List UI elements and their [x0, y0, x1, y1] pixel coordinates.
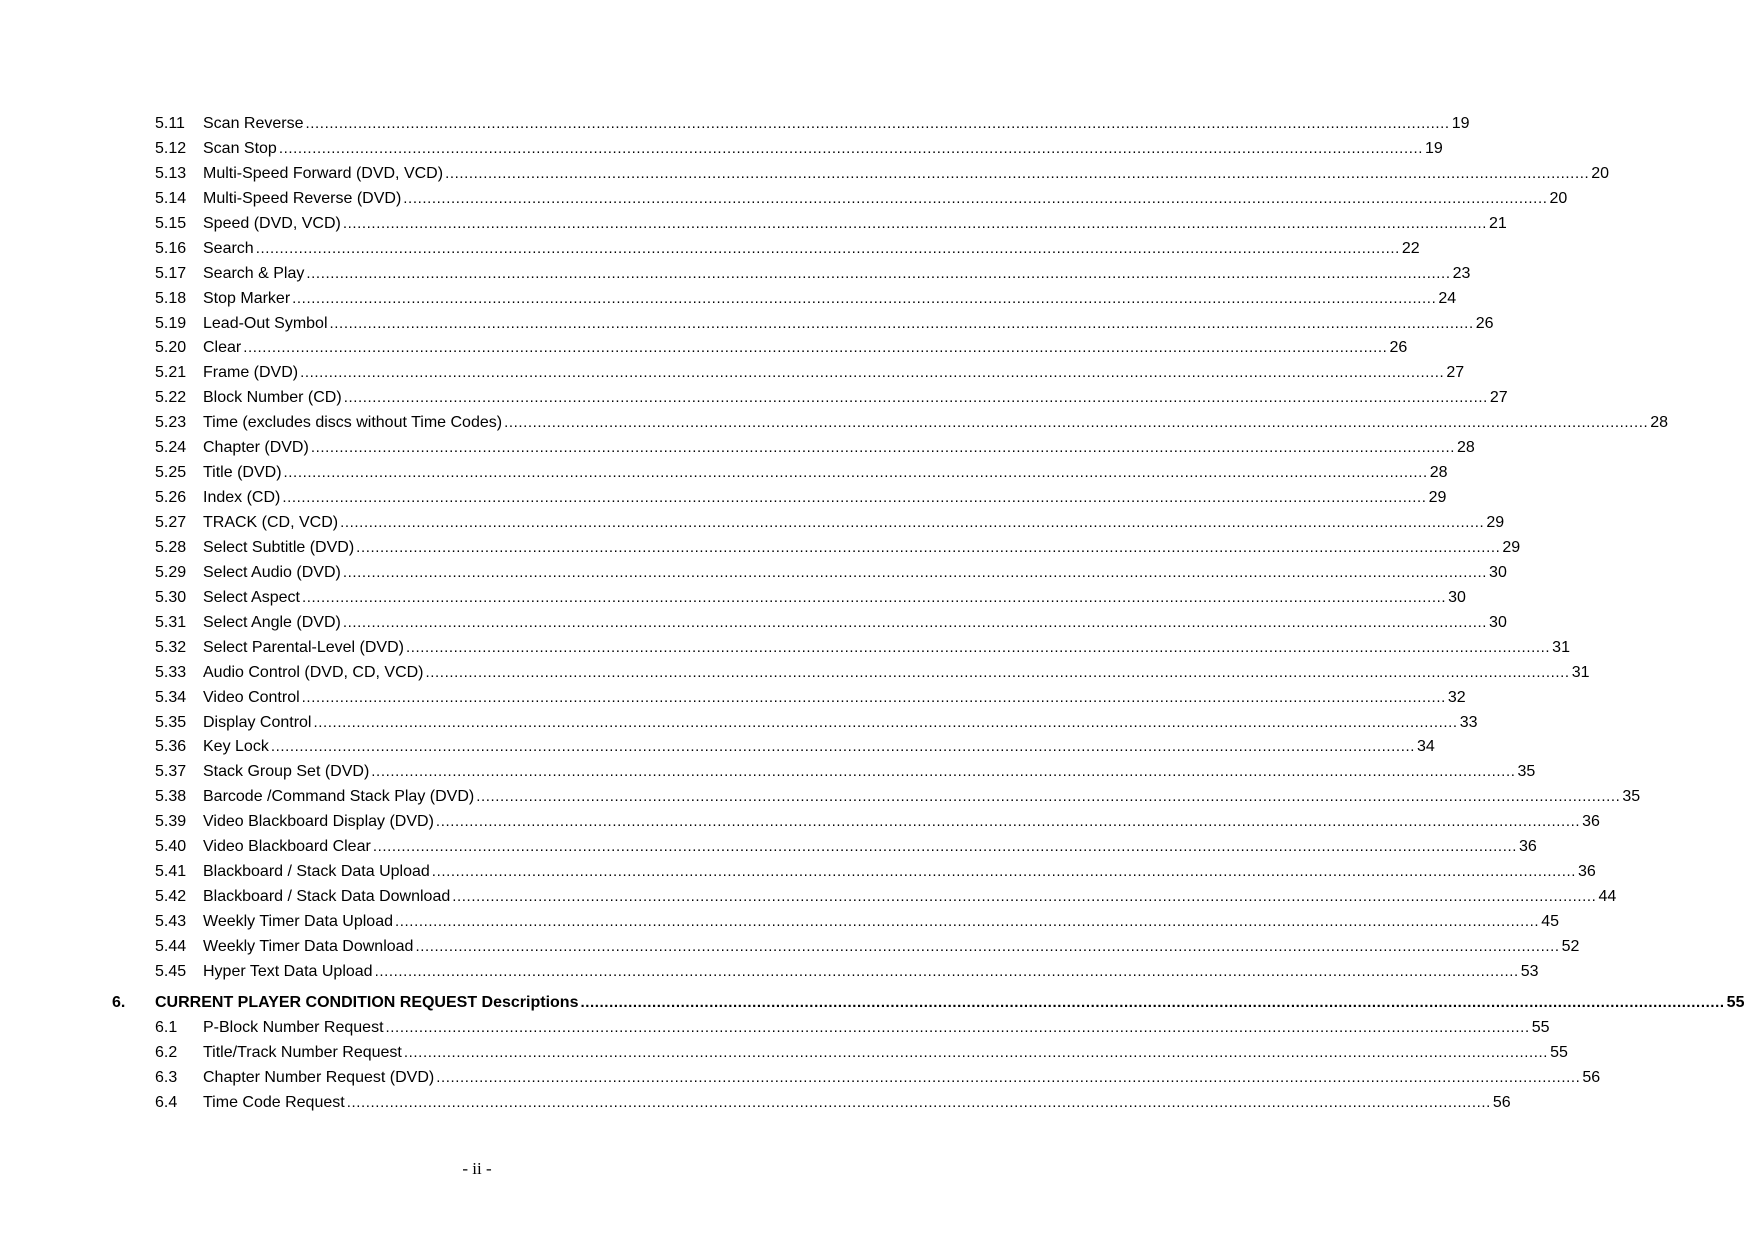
toc-leader-dots: ................................................................................................................................................................................................................................................: [356, 538, 1501, 556]
toc-entry-line: [203, 937, 1580, 957]
toc-entry-page: 31: [1571, 663, 1590, 681]
toc-entry[interactable]: [0, 937, 1580, 962]
toc-leader-dots: ................................................................................................................................................................................................................................................: [435, 813, 1581, 831]
toc-leader-dots: ................................................................................................................................................................................................................................................: [301, 688, 1446, 706]
toc-leader-dots: ................................................................................................................................................................................................................................................: [313, 713, 1458, 731]
toc-leader-dots: ................................................................................................................................................................................................................................................: [243, 339, 1388, 357]
toc-entry-title: Key Lock: [203, 738, 269, 756]
toc-entry-line: [203, 613, 1507, 633]
toc-entry-page: 32: [1447, 688, 1466, 706]
toc-entry-title: Search: [203, 239, 254, 257]
toc-leader-dots: ................................................................................................................................................................................................................................................: [445, 164, 1590, 182]
toc-entry-title: Hyper Text Data Upload: [203, 962, 373, 980]
toc-entry-number: 5.13: [155, 164, 187, 182]
toc-leader-dots: ................................................................................................................................................................................................................................................: [452, 888, 1597, 906]
toc-entry-number: 5.16: [155, 239, 187, 257]
toc-entry-page: 30: [1489, 563, 1507, 581]
toc-entry-number: 5.29: [155, 563, 187, 581]
toc-entry-title: Weekly Timer Data Download: [203, 937, 414, 955]
toc-entry-line: [203, 663, 1590, 683]
toc-entry-number: 5.40: [155, 838, 187, 856]
toc-entry-page: 27: [1489, 389, 1508, 407]
toc-section-entry: [155, 993, 1744, 1013]
toc-entry-title: Blackboard / Stack Data Download: [203, 888, 451, 906]
toc-entry-number: 5.24: [155, 439, 187, 457]
toc-entry[interactable]: [0, 688, 1466, 713]
toc-entry[interactable]: [0, 513, 1505, 538]
toc-entry[interactable]: [0, 139, 1443, 164]
toc-entry[interactable]: [0, 114, 1470, 139]
toc-leader-dots: ................................................................................................................................................................................................................................................: [301, 588, 1447, 606]
toc-entry-page: 28: [1650, 414, 1669, 432]
toc-leader-dots: ................................................................................................................................................................................................................................................: [300, 364, 1445, 382]
toc-entry-number: 5.17: [155, 264, 187, 282]
toc-entry-number: 5.36: [155, 738, 187, 756]
toc-entry-page: 20: [1549, 189, 1568, 207]
toc-leader-dots: ................................................................................................................................................................................................................................................: [371, 763, 1516, 781]
toc-leader-dots: ................................................................................................................................................................................................................................................: [255, 239, 1400, 257]
toc-entry-title: Multi-Speed Reverse (DVD): [203, 189, 402, 207]
toc-entry-number: 5.14: [155, 189, 187, 207]
toc-entry-title: Barcode /Command Stack Play (DVD): [203, 788, 475, 806]
toc-leader-dots: ................................................................................................................................................................................................................................................: [306, 264, 1451, 282]
toc-entry-title: TRACK (CD, VCD): [203, 514, 339, 531]
toc-entry-title: Select Angle (DVD): [203, 613, 341, 631]
toc-section-page: 55: [1726, 993, 1744, 1011]
toc-entry[interactable]: [0, 912, 1559, 937]
toc-entry-title: Stack Group Set (DVD): [203, 763, 370, 781]
toc-entry-title: Weekly Timer Data Upload: [203, 913, 393, 930]
toc-entry-line: [203, 214, 1507, 234]
toc-entry-page: 30: [1448, 588, 1466, 606]
toc-entry-page: 29: [1428, 489, 1447, 507]
toc-entry-number: 5.42: [155, 888, 187, 906]
toc-entry-number: 5.12: [155, 139, 187, 157]
toc-entry-number: 5.23: [155, 414, 187, 432]
toc-entry-page: 27: [1446, 364, 1465, 382]
toc-entry-page: 56: [1582, 1068, 1601, 1086]
toc-entry-page: 35: [1517, 763, 1536, 781]
page-number-footer: - ii -: [462, 1159, 492, 1178]
toc-entry-title: Select Audio (DVD): [203, 563, 341, 581]
toc-entry-number: 5.31: [155, 613, 187, 631]
toc-entry-page: 55: [1531, 1018, 1550, 1036]
toc-entry-number: 5.41: [155, 863, 187, 881]
toc-entry-page: 20: [1591, 164, 1610, 182]
toc-entry-title: Select Parental-Level (DVD): [203, 638, 404, 656]
toc-leader-dots: ................................................................................................................................................................................................................................................: [340, 514, 1485, 531]
toc-entry-title: Scan Reverse: [203, 115, 304, 132]
toc-entry-number: 5.39: [155, 813, 187, 831]
toc-entry-title: Title/Track Number Request: [203, 1043, 402, 1061]
toc-entry-title: P-Block Number Request: [203, 1018, 384, 1036]
toc-entry-line: [203, 588, 1466, 608]
toc-entry-line: [203, 837, 1537, 857]
toc-entry-title: Chapter (DVD): [203, 439, 309, 457]
toc-entry-page: 53: [1520, 962, 1539, 980]
toc-section-number: 6.: [112, 993, 126, 1011]
toc-entry-line: [203, 239, 1420, 259]
toc-entry-number: 5.38: [155, 788, 187, 806]
toc-entry[interactable]: [0, 737, 1435, 762]
toc-entry-number: 5.11: [155, 115, 185, 132]
toc-leader-dots: ................................................................................................................................................................................................................................................: [310, 439, 1456, 457]
toc-entry[interactable]: [0, 862, 1596, 887]
toc-entry-number: 5.19: [155, 314, 187, 332]
toc-entry-line: [203, 363, 1465, 383]
toc-leader-dots: ................................................................................................................................................................................................................................................: [403, 1043, 1549, 1061]
toc-entry-page: 52: [1561, 937, 1580, 955]
toc-leader-dots: ................................................................................................................................................................................................................................................: [385, 1018, 1530, 1036]
toc-entry[interactable]: [0, 463, 1448, 488]
toc-entry-title: Audio Control (DVD, CD, VCD): [203, 663, 424, 681]
toc-entry-title: Stop Marker: [203, 289, 291, 307]
toc-entry-page: 33: [1459, 713, 1478, 731]
toc-entry-line: [203, 463, 1448, 483]
toc-entry-page: 28: [1429, 464, 1448, 482]
toc-group-section-6: [0, 1018, 1601, 1118]
toc-leader-dots: ................................................................................................................................................................................................................................................: [270, 738, 1416, 756]
toc-entry-page: 26: [1475, 314, 1494, 332]
toc-entry[interactable]: [0, 962, 1539, 987]
toc-entry-line: [203, 1093, 1511, 1113]
toc-entry-number: 5.26: [155, 489, 187, 507]
toc-entry-page: 56: [1492, 1093, 1511, 1111]
toc-entry-title: Block Number (CD): [203, 389, 342, 407]
toc-leader-dots: ................................................................................................................................................................................................................................................: [476, 788, 1621, 806]
toc-entry[interactable]: [0, 264, 1471, 289]
toc-entry[interactable]: [0, 363, 1465, 388]
toc-entry-number: 6.2: [155, 1043, 178, 1061]
toc-entry-line: [203, 787, 1641, 807]
toc-entry-number: 6.1: [155, 1018, 178, 1036]
toc-entry-line: [203, 139, 1443, 159]
toc-entry-title: Search & Play: [203, 264, 305, 282]
toc-entry[interactable]: [0, 488, 1447, 513]
toc-entry-line: [203, 962, 1539, 982]
toc-entry-line: [203, 438, 1475, 458]
toc-leader-dots: ................................................................................................................................................................................................................................................: [342, 214, 1488, 232]
toc-entry-line: [203, 289, 1457, 309]
toc-entry[interactable]: [0, 787, 1641, 812]
toc-entry-line: [203, 713, 1478, 733]
toc-entry-title: Frame (DVD): [203, 364, 299, 382]
toc-entry-page: 34: [1417, 738, 1435, 756]
toc-section-title: CURRENT PLAYER CONDITION REQUEST Descriptions: [155, 993, 579, 1011]
toc-leader-dots: ................................................................................................................................................................................................................................................: [305, 115, 1450, 132]
toc-entry[interactable]: [0, 887, 1617, 912]
toc-entry-line: [203, 488, 1447, 508]
toc-leader-dots: ................................................................................................................................................................................................................................................: [580, 993, 1725, 1011]
toc-entry-title: Speed (DVD, VCD): [203, 214, 341, 232]
toc-entry-page: 35: [1622, 788, 1641, 806]
toc-entry[interactable]: [0, 638, 1570, 663]
toc-entry-page: 26: [1389, 339, 1408, 357]
toc-entry-line: [203, 388, 1508, 408]
toc-entry[interactable]: [0, 538, 1521, 563]
toc-entry-title: Scan Stop: [203, 139, 277, 157]
toc-entry-number: 5.33: [155, 663, 187, 681]
toc-entry-title: Video Blackboard Display (DVD): [203, 813, 434, 831]
toc-entry-title: Select Subtitle (DVD): [203, 538, 355, 556]
toc-entry-page: 29: [1502, 538, 1521, 556]
toc-leader-dots: ................................................................................................................................................................................................................................................: [403, 189, 1548, 207]
toc-leader-dots: ................................................................................................................................................................................................................................................: [374, 962, 1519, 980]
toc-entry-page: 30: [1489, 613, 1507, 631]
toc-entry-page: 36: [1578, 863, 1596, 881]
toc-entry-line: [203, 688, 1466, 708]
toc-leader-dots: ................................................................................................................................................................................................................................................: [431, 863, 1576, 881]
toc-entry-page: 23: [1452, 264, 1471, 282]
toc-entry-page: 36: [1582, 813, 1600, 831]
toc-entry-title: Title (DVD): [203, 464, 282, 482]
toc-entry-number: 5.20: [155, 339, 187, 357]
toc-entry-title: Display Control: [203, 713, 312, 731]
toc-entry-number: 5.44: [155, 937, 187, 955]
toc-entry-number: 5.22: [155, 389, 187, 407]
toc-entry-title: Index (CD): [203, 489, 281, 507]
toc-entry-page: 29: [1486, 514, 1505, 531]
toc-entry-line: [203, 189, 1568, 209]
toc-entry-line: [203, 638, 1570, 658]
toc-entry-line: [203, 737, 1435, 757]
toc-entry[interactable]: [0, 812, 1600, 837]
toc-leader-dots: ................................................................................................................................................................................................................................................: [415, 937, 1560, 955]
toc-entry-title: Select Aspect: [203, 588, 300, 606]
toc-leader-dots: ................................................................................................................................................................................................................................................: [292, 289, 1437, 307]
toc-entry-line: [203, 1018, 1550, 1038]
toc-entry-line: [203, 413, 1669, 433]
toc-entry-number: 5.45: [155, 962, 187, 980]
toc-entry[interactable]: [0, 239, 1420, 264]
toc-entry[interactable]: [0, 837, 1537, 862]
toc-entry[interactable]: [0, 1068, 1601, 1093]
toc-entry-page: 19: [1451, 115, 1470, 132]
toc-leader-dots: ................................................................................................................................................................................................................................................: [372, 838, 1518, 856]
toc-entry-line: [203, 1043, 1568, 1063]
toc-entry-number: 5.25: [155, 464, 187, 482]
toc-entry-title: Chapter Number Request (DVD): [203, 1068, 435, 1086]
toc-entry-title: Time (excludes discs without Time Codes): [203, 414, 503, 432]
toc-leader-dots: ................................................................................................................................................................................................................................................: [405, 638, 1551, 656]
toc-entry-number: 5.27: [155, 514, 187, 531]
toc-leader-dots: ................................................................................................................................................................................................................................................: [342, 613, 1488, 631]
toc-entry-line: [203, 563, 1507, 583]
toc-entry-number: 5.30: [155, 588, 187, 606]
toc-entry-page: 21: [1489, 214, 1507, 232]
toc-entry-number: 5.35: [155, 713, 187, 731]
toc-leader-dots: ................................................................................................................................................................................................................................................: [425, 663, 1570, 681]
toc-entry-line: [203, 513, 1505, 533]
toc-entry[interactable]: [0, 663, 1590, 688]
toc-entry[interactable]: [0, 563, 1507, 588]
toc-entry-title: Video Control: [203, 688, 300, 706]
toc-entry-line: [203, 538, 1521, 558]
toc-entry-page: 19: [1425, 139, 1443, 157]
toc-entry[interactable]: [0, 438, 1475, 463]
toc-entry-page: 28: [1457, 439, 1475, 457]
toc-entry-line: [203, 887, 1617, 907]
toc-entry-number: 5.34: [155, 688, 187, 706]
toc-entry[interactable]: [0, 388, 1508, 413]
toc-entry-page: 24: [1438, 289, 1457, 307]
toc-leader-dots: ................................................................................................................................................................................................................................................: [504, 414, 1649, 432]
toc-entry-number: 5.32: [155, 638, 187, 656]
toc-entry[interactable]: [0, 1018, 1550, 1043]
toc-leader-dots: ................................................................................................................................................................................................................................................: [436, 1068, 1581, 1086]
toc-entry-number: 6.4: [155, 1093, 178, 1111]
toc-entry-number: 5.18: [155, 289, 187, 307]
toc-group-section-5: [0, 114, 1669, 987]
toc-entry-line: [203, 264, 1471, 284]
toc-section-heading[interactable]: [0, 993, 1744, 1018]
toc-entry-page: 44: [1598, 888, 1617, 906]
toc-entry[interactable]: [0, 413, 1669, 438]
toc-leader-dots: ................................................................................................................................................................................................................................................: [282, 489, 1427, 507]
toc-entry[interactable]: [0, 289, 1457, 314]
toc-entry[interactable]: [0, 314, 1494, 339]
toc-entry[interactable]: [0, 713, 1478, 738]
toc-entry[interactable]: [0, 189, 1568, 214]
toc-entry[interactable]: [0, 1043, 1568, 1068]
table-of-contents: [0, 114, 1744, 1118]
toc-entry-title: Time Code Request: [203, 1093, 345, 1111]
toc-entry[interactable]: [0, 214, 1507, 239]
toc-entry-number: 5.37: [155, 763, 187, 781]
toc-entry-line: [203, 762, 1536, 782]
toc-entry-title: Clear: [203, 339, 242, 357]
toc-entry[interactable]: [0, 338, 1408, 363]
toc-entry-line: [203, 164, 1610, 184]
toc-leader-dots: ................................................................................................................................................................................................................................................: [278, 139, 1424, 157]
toc-entry-line: [203, 812, 1600, 832]
toc-entry-title: Blackboard / Stack Data Upload: [203, 863, 430, 881]
toc-entry-number: 5.21: [155, 364, 187, 382]
toc-entry[interactable]: [0, 1093, 1511, 1118]
toc-entry[interactable]: [0, 762, 1536, 787]
toc-leader-dots: ................................................................................................................................................................................................................................................: [342, 563, 1488, 581]
toc-entry-page: 36: [1519, 838, 1537, 856]
toc-entry[interactable]: [0, 164, 1610, 189]
toc-entry-title: Video Blackboard Clear: [203, 838, 371, 856]
toc-entry-page: 31: [1552, 638, 1570, 656]
toc-entry-line: [203, 314, 1494, 334]
toc-entry-title: Lead-Out Symbol: [203, 314, 328, 332]
toc-entry-page: 22: [1401, 239, 1420, 257]
toc-leader-dots: ................................................................................................................................................................................................................................................: [329, 314, 1474, 332]
toc-entry[interactable]: [0, 613, 1507, 638]
toc-leader-dots: ................................................................................................................................................................................................................................................: [343, 389, 1488, 407]
toc-entry-title: Multi-Speed Forward (DVD, VCD): [203, 164, 444, 182]
toc-entry-page: 55: [1550, 1043, 1568, 1061]
toc-leader-dots: ................................................................................................................................................................................................................................................: [283, 464, 1428, 482]
toc-entry-line: [203, 1068, 1601, 1088]
toc-entry-line: [203, 862, 1596, 882]
toc-entry-line: [203, 912, 1559, 932]
toc-leader-dots: ................................................................................................................................................................................................................................................: [346, 1093, 1491, 1111]
toc-entry[interactable]: [0, 588, 1466, 613]
toc-entry-number: 6.3: [155, 1068, 178, 1086]
toc-entry-number: 5.28: [155, 538, 187, 556]
toc-leader-dots: ................................................................................................................................................................................................................................................: [395, 913, 1540, 930]
toc-entry-line: [203, 338, 1408, 358]
toc-entry-page: 45: [1541, 913, 1559, 930]
toc-entry-line: [203, 114, 1470, 134]
toc-entry-number: 5.43: [155, 913, 187, 930]
toc-entry-number: 5.15: [155, 214, 187, 232]
